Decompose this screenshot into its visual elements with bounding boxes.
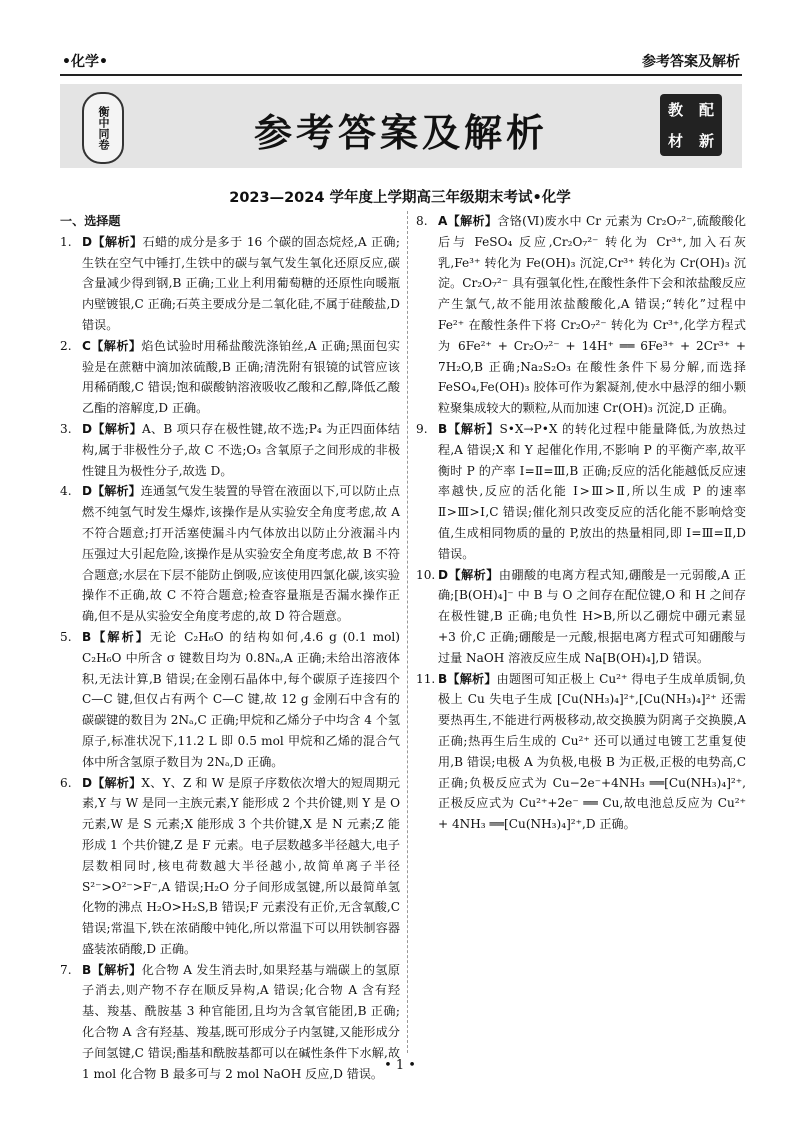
answer-label: B【解析】 xyxy=(438,671,497,686)
answer-label: B【解析】 xyxy=(82,629,150,644)
answer-item-3 xyxy=(60,419,400,481)
item-number: 7. xyxy=(60,962,72,977)
explanation-text: 由硼酸的电离方程式知,硼酸是一元弱酸,A 正确;[B(OH)₄]⁻ 中 B 与 O 之间存在配位键,O 和 H 之间存在极性键,B 正确;电负性 H>B,所以乙硼烷中硼元素显 +3 价,C 正确;硼酸是一元酸,根据电离方程式可知硼酸与过量 NaOH 溶液反应生成 Na[B(OH)₄],D 错误。 xyxy=(438,567,746,665)
answer-label: D【解析】 xyxy=(82,484,141,499)
item-number: 11. xyxy=(416,671,436,686)
hengzhong-seal-logo: 衡中同卷 xyxy=(82,92,124,164)
item-number: 9. xyxy=(416,421,428,436)
explanation-text: 石蜡的成分是多于 16 个碳的固态烷烃,A 正确;生铁在空气中锤打,生铁中的碳与氧气发生氧化还原反应,碳含量减少得到钢,B 正确;工业上利用葡萄糖的还原性向暖瓶内壁镀银,C 正确;石英主要成分是二氧化硅,不属于硅酸盐,D 错误。 xyxy=(82,234,400,332)
answer-label: D【解析】 xyxy=(82,421,142,436)
answer-item-9 xyxy=(416,419,746,565)
answer-item-10 xyxy=(416,565,746,669)
explanation-text: S•X→P•X 的转化过程中能量降低,为放热过程,A 错误;X 和 Y 起催化作用,不影响 P 的平衡产率,故平衡时 P 的产率 Ⅰ=Ⅱ=Ⅲ,B 正确;反应的活化能越低反应速率越快,反应的活化能 Ⅰ>Ⅲ>Ⅱ,所以生成 P 的速率 Ⅱ>Ⅲ>Ⅰ,C 错误;催化剂只改变反应的活化能不影响焓变值,生成相同物质的量的 P,放出的热量相同,即 Ⅰ=Ⅲ=Ⅱ,D 错误。 xyxy=(438,421,747,561)
answer-label: D【解析】 xyxy=(82,234,143,249)
answer-item-4 xyxy=(60,481,400,627)
running-header xyxy=(60,46,742,76)
item-number: 5. xyxy=(60,629,72,644)
explanation-text: 含铬(Ⅵ)废水中 Cr 元素为 Cr₂O₇²⁻,硫酸酸化后与 FeSO₄ 反应,Cr₂O₇²⁻ 转化为 Cr³⁺,加入石灰乳,Fe³⁺ 转化为 Fe(OH)₃ 沉淀,Cr³⁺ 转化为 Cr(OH)₃ 沉淀。Cr₂O₇²⁻ 具有强氧化性,在酸性条件下会和浓盐酸反应产生氯气,故不能用浓盐酸酸化,A 错误;“转化”过程中 Fe²⁺ 在酸性条件下将 Cr₂O₇²⁻ 转化为 Cr³⁺,化学方程式为 6Fe²⁺ + Cr₂O₇²⁻ + 14H⁺ ══ 6Fe³⁺ + 2Cr³⁺ + 7H₂O,B 正确;Na₂S₂O₃ 在酸性条件下易分解,而选择 FeSO₄,Fe(OH)₃ 胶体可作为絮凝剂,使水中悬浮的细小颗粒聚集成较大的颗粒,从而加速 Cr(OH)₃ 沉淀,D 正确。 xyxy=(438,214,746,416)
answer-label: B【解析】 xyxy=(438,421,500,436)
answer-label: C【解析】 xyxy=(82,338,142,353)
item-number: 2. xyxy=(60,338,72,353)
explanation-text: 无论 C₂H₆O 的结构如何,4.6 g (0.1 mol) C₂H₆O 中所含 σ 键数目均为 0.8Nₐ,A 正确;未给出溶液体积,无法计算,B 错误;在金刚石晶体中,每个碳原子连接四个 C—C 键,但仅占有两个 C—C 键,故 12 g 金刚石中含有的碳碳键的数目为 2Nₐ,C 正确;甲烷和乙烯分子中均含 4 个氢原子,标准状况下,11.2 L 即 0.5 mol 甲烷和乙烯的混合气体中所含氢原子数目为 2Nₐ,D 正确。 xyxy=(82,629,400,769)
explanation-text: 由题图可知正极上 Cu²⁺ 得电子生成单质铜,负极上 Cu 失电子生成 [Cu(NH₃)₄]²⁺,[Cu(NH₃)₄]²⁺ 还需要热再生,不能进行两极移动,故交换膜为阴离子交换膜,A 正确;热再生后生成的 Cu²⁺ 还可以通过电镀工艺重复使用,B 错误;电极 A 为负极,电极 B 为正极,正极的电势高,C 正确;负极反应式为 Cu−2e⁻+4NH₃ ══[Cu(NH₃)₄]²⁺,正极反应式为 Cu²⁺+2e⁻ ══ Cu,故电池总反应为 Cu²⁺ + 4NH₃ ══[Cu(NH₃)₄]²⁺,D 正确。 xyxy=(438,671,746,832)
answer-item-2 xyxy=(60,336,400,419)
answer-label: D【解析】 xyxy=(438,567,499,582)
explanation-text: 连通氢气发生装置的导管在液面以下,可以防止点燃不纯氢气时发生爆炸,该操作是从实验安全角度考虑,故 A 不符合题意;打开活塞使漏斗内气体放出以防止分液漏斗内压强过大引起危险,该操作是从实验安全角度考虑,故 B 不符合题意;水层在下层不能防止倒吸,应该使用四氯化碳,该实验操作不正确,故 C 不符合题意;检查容量瓶是否漏水操作正确,但不是从实验安全角度考虑的,故 D 符合题意。 xyxy=(82,484,400,624)
item-number: 4. xyxy=(60,484,72,499)
answer-label: D【解析】 xyxy=(82,775,142,790)
header-right-title: 参考答案及解析 xyxy=(642,54,740,70)
answer-label: A【解析】 xyxy=(438,214,498,228)
explanation-text: A、B 项只存在极性键,故不选;P₄ 为正四面体结构,属于非极性分子,故 C 不选;O₃ 含氧原子之间形成的非极性键且为极性分子,故选 D。 xyxy=(82,421,400,478)
answer-label: B【解析】 xyxy=(82,962,142,977)
exam-subtitle: 2023—2024 学年度上学期高三年级期末考试•化学 xyxy=(229,190,571,206)
answer-item-8 xyxy=(416,211,746,419)
item-number: 3. xyxy=(60,421,72,436)
textbook-stamp-logo: 教 配 材 新 xyxy=(660,94,722,156)
answer-item-6 xyxy=(60,773,400,960)
subject-label: •化学• xyxy=(62,54,108,70)
right-column xyxy=(416,211,746,835)
item-number: 6. xyxy=(60,775,72,790)
banner-title: 参考答案及解析 xyxy=(253,111,548,155)
page-number: • 1 • xyxy=(384,1058,416,1073)
answer-item-5 xyxy=(60,627,400,773)
item-number: 1. xyxy=(60,234,72,249)
answer-item-11 xyxy=(416,669,746,835)
item-number: 8. xyxy=(416,214,428,228)
section-heading: 一、选择题 xyxy=(60,214,121,228)
title-banner xyxy=(60,84,742,168)
explanation-text: 焰色试验时用稀盐酸洗涤铂丝,A 正确;黑面包实验是在蔗糖中滴加浓硫酸,B 正确;清洗附有银镜的试管应该用稀硝酸,C 错误;饱和碳酸钠溶液吸收乙酸和乙醇,降低乙酸乙酯的溶解度,D 正确。 xyxy=(82,338,400,416)
answer-item-1 xyxy=(60,232,400,336)
left-column xyxy=(60,211,400,1084)
explanation-text: X、Y、Z 和 W 是原子序数依次增大的短周期元素,Y 与 W 是同一主族元素,Y 能形成 2 个共价键,则 Y 是 O 元素,W 是 S 元素;X 能形成 3 个共价键,X 是 N 元素;Z 能形成 1 个共价键,Z 是 F 元素。电子层数越多半径越大,电子层数相同时,核电荷数越大半径越小,故简单离子半径 S²⁻>O²⁻>F⁻,A 错误;H₂O 分子间形成氢键,所以最简单氢化物的沸点 H₂O>H₂S,B 错误;F 元素没有正价,无含氧酸,C 错误;常温下,铁在浓硝酸中钝化,所以常温下可以用铁制容器盛装浓硝酸,D 正确。 xyxy=(82,775,400,956)
item-number: 10. xyxy=(416,567,436,582)
explanation-text: 化合物 A 发生消去时,如果羟基与端碳上的氢原子消去,则产物不存在顺反异构,A 错误;化合物 A 含有羟基、羧基、酰胺基 3 种官能团,且均为含氧官能团,B 正确;化合物 A 含有羟基、羧基,既可形成分子内氢键,又能形成分子间氢键,C 错误;酯基和酰胺基都可以在碱性条件下水解,故 1 mol 化合物 B 最多可与 2 mol NaOH 反应,D 错误。 xyxy=(82,962,400,1081)
column-divider xyxy=(407,211,408,1053)
